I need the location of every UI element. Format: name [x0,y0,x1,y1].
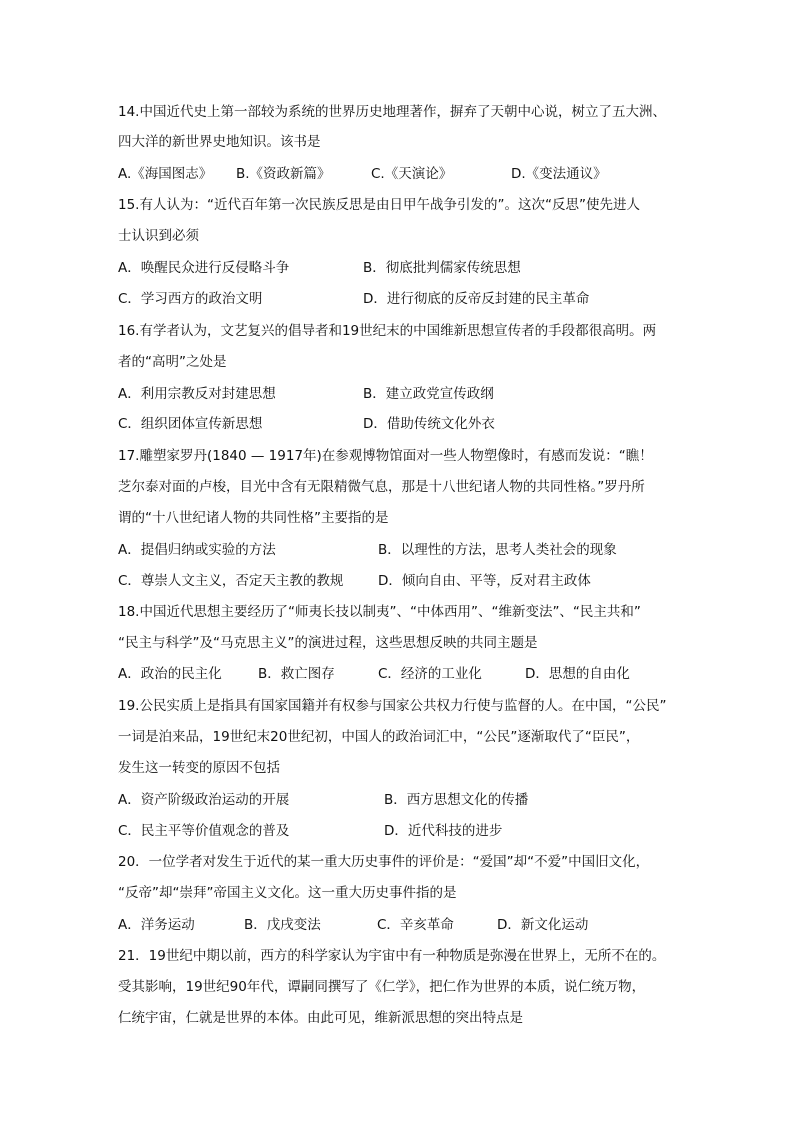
question-17-line-2: 芝尔泰对面的卢梭，目光中含有无限精微气息，那是十八世纪诸人物的共同性格。”罗丹所 [118,479,645,495]
question-20-option-b: B．戊戌变法 [244,917,321,933]
question-14-option-d: D.《变法通议》 [511,166,607,182]
question-15-option-c: C．学习西方的政治文明 [118,291,263,307]
question-17-line-3: 谓的“十八世纪诸人物的共同性格”主要指的是 [118,510,389,526]
question-15-option-d: D．进行彻底的反帝反封建的民主革命 [363,291,590,307]
question-21-line-1: 21．19世纪中期以前，西方的科学家认为宇宙中有一种物质是弥漫在世界上，无所不在的。 [118,948,666,964]
question-19-option-d: D．近代科技的进步 [384,823,503,839]
question-17-option-a: A．提倡归纳或实验的方法 [118,542,276,558]
question-16-line-2: 者的“高明”之处是 [118,354,227,370]
question-16-line-1: 16.有学者认为，文艺复兴的倡导者和19世纪末的中国维新思想宣传者的手段都很高明。两 [118,323,657,339]
question-18-line-1: 18.中国近代思想主要经历了“师夷长技以制夷”、“中体西用”、“维新变法”、“民主共和” [118,604,641,620]
question-16-option-b: B．建立政党宣传政纲 [363,386,494,402]
question-15-option-b: B．彻底批判儒家传统思想 [363,260,521,276]
question-15-line-1: 15.有人认为：“近代百年第一次民族反思是由日甲午战争引发的”。这次“反思”使先进人 [118,197,640,213]
question-17-option-b: B．以理性的方法，思考人类社会的现象 [378,542,617,558]
question-18-option-d: D．思想的自由化 [525,666,630,682]
question-18-option-a: A．政治的民主化 [118,666,222,682]
question-14-line-1: 14.中国近代史上第一部较为系统的世界历史地理著作，摒弃了天朝中心说，树立了五大洲、 [118,104,666,120]
question-16-option-d: D．借助传统文化外衣 [363,416,495,432]
question-20-line-1: 20．一位学者对发生于近代的某一重大历史事件的评价是：“爱国”却“不爱”中国旧文化， [118,854,650,870]
question-19-option-b: B．西方思想文化的传播 [384,792,529,808]
question-20-option-d: D．新文化运动 [497,917,589,933]
question-17-option-c: C．尊崇人文主义，否定天主教的教规 [118,573,344,589]
question-20-line-2: “反帝”却“崇拜”帝国主义文化。这一重大历史事件指的是 [118,885,457,901]
question-16-option-a: A．利用宗教反对封建思想 [118,386,276,402]
question-19-option-a: A．资产阶级政治运动的开展 [118,792,290,808]
question-14-line-2: 四大洋的新世界史地知识。该书是 [118,134,321,150]
question-19-line-1: 19.公民实质上是指具有国家国籍并有权参与国家公共权力行使与监督的人。在中国，“公民” [118,698,667,714]
question-18-option-b: B．救亡图存 [258,666,335,682]
question-19-line-2: 一词是泊来品，19世纪末20世纪初，中国人的政治词汇中，“公民”逐渐取代了“臣民”， [118,729,640,745]
question-15-line-2: 士认识到必须 [118,228,199,244]
question-15-option-a: A．唤醒民众进行反侵略斗争 [118,260,290,276]
question-18-option-c: C．经济的工业化 [378,666,482,682]
question-19-line-3: 发生这一转变的原因不包括 [118,760,280,776]
question-14-option-a: A.《海国图志》 [118,166,213,182]
question-20-option-a: A．洋务运动 [118,917,195,933]
question-19-option-c: C．民主平等价值观念的普及 [118,823,290,839]
question-16-option-c: C．组织团体宣传新思想 [118,416,263,432]
question-18-line-2: “民主与科学”及“马克思主义”的演进过程，这些思想反映的共同主题是 [118,635,538,651]
question-21-line-2: 受其影响，19世纪90年代，谭嗣同撰写了《仁学》，把仁作为世界的本质，说仁统万物， [118,979,646,995]
question-17-line-1: 17.雕塑家罗丹(1840 — 1917年)在参观博物馆面对一些人物塑像时，有感而发说：“瞧！ [118,448,653,464]
question-14-option-c: C.《天演论》 [371,166,453,182]
question-21-line-3: 仁统宇宙，仁就是世界的本体。由此可见，维新派思想的突出特点是 [118,1010,523,1026]
question-14-option-b: B.《资政新篇》 [236,166,331,182]
question-17-option-d: D．倾向自由、平等，反对君主政体 [378,573,591,589]
question-20-option-c: C．辛亥革命 [377,917,454,933]
